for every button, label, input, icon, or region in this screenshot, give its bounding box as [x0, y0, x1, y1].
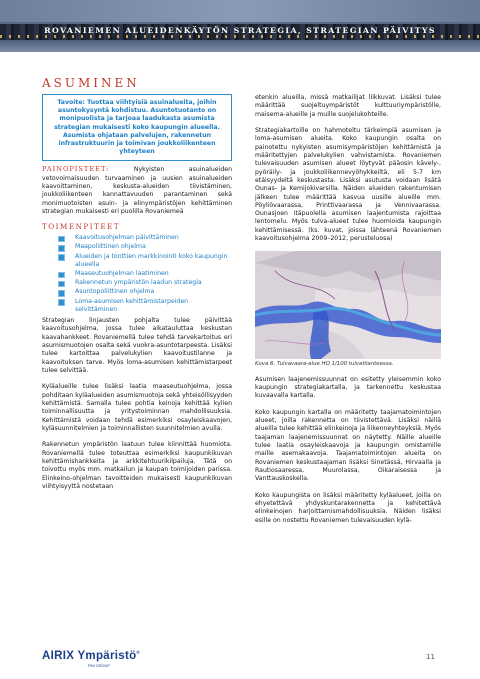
banner-sky	[0, 0, 480, 22]
body-paragraph: Koko kaupungista on lisäksi määritetty kyläalueet, joilla on ehyetettävä yhdyskuntarakennetta ja kehitettävä elinkeinojen harjoittamismahdollisuuksia. Näiden lisäksi esille on nostettu Rovaniemen tulevaisuuden kylä-	[255, 491, 441, 524]
focus-paragraph	[42, 165, 232, 216]
action-item: Maapoliittinen ohjelma	[58, 243, 232, 251]
action-item: Alueiden ja tonttien markkinointi koko kaupungin alueella	[58, 253, 232, 269]
flood-map-image	[255, 251, 441, 359]
right-column	[255, 94, 441, 525]
banner-lights	[0, 35, 480, 38]
company-logo-subtitle: PMI GROUP	[88, 664, 110, 668]
goal-box: Tavoite: Tuottaa viihtyisiä asuinalueita, joihin asuntokysyntä kohdistuu. Asuntotuotanto on monipuolista ja tarjoaa laadukasta asumista strategian mukaisesti koko kaupungin alueella. Asumista ohjataan palvelujen, rakennetun infrastruktuurin ja toimivan joukkoliikenteen yhteyteen	[42, 94, 232, 161]
company-logo: AIRIX Ympäristö®	[42, 650, 141, 662]
square-bullet-icon	[58, 245, 65, 252]
actions-list	[42, 234, 232, 314]
flood-map-graphic	[255, 251, 441, 359]
map-caption: Kuva 6. Tulvavaara-alue HQ 1/100 tulvatilanteessa.	[255, 361, 394, 368]
action-item: Maaseutuohjelman laatiminen	[58, 270, 232, 278]
action-item: Loma-asumisen kehittämistarpeiden selvittäminen	[58, 298, 232, 314]
header-banner	[0, 0, 480, 52]
body-paragraph: Asumisen laajenemissuunnat on esitetty yleisemmin koko kaupungin strategiakartalla, ja tarkennettu keskustaa kuvaavalla kartalla.	[255, 375, 441, 400]
focus-label: PAINOPISTEET:	[42, 165, 110, 174]
square-bullet-icon	[58, 236, 65, 243]
body-paragraph: Strategiakartoille on hahmoteltu tärkeimpiä asumisen ja loma-asumisen alueita. Koko kaupungin osalta on painotettu nykyisten asumisympäristöjen kehittämistä ja määritettyjen palvelukylien vahvistamista. Rovaniemen tulevaisuuden asumisen alueet löytyvät pääosin kävely-, pyöräily- ja joukkoliikennevyöhykkeiltä, eli 5-7 km etäisyydeltä keskustasta. Lisäksi asutusta voidaan lisätä Ounas- ja Kemijokivarsilla. Näiden alueiden rakentumisen jälkeen tulee määrittää kasvua uusille alueille mm. Pöyliövaarassa, Printtivaarassa ja Vennivaarassa. Ounasjoen itäpuolella asumisen laajentumista rajoittaa lentomelu. Myös tulva-alueet tulee huomioida kaupungin kehittämisessä. (ks. kuvat, joissa lähteenä Rovaniemen kaavoitusohjelma 2009–2012, perusteluosa)	[255, 127, 441, 243]
action-item: Asuntopoliittinen ohjelma	[58, 288, 232, 296]
square-bullet-icon	[58, 281, 65, 288]
square-bullet-icon	[58, 254, 65, 261]
action-item: Kaavoitusohjelman päivittäminen	[58, 234, 232, 242]
body-paragraph: etenkin alueilla, missä matkailijat liikkuvat. Lisäksi tulee määrittää suojeltuympäristöt kulttuuriympäristölle, maisema-alueille ja muille suojelukohteille.	[255, 94, 441, 118]
actions-title: TOIMENPITEET	[42, 222, 121, 232]
banner-water	[0, 40, 480, 52]
body-paragraph: Koko kaupungin kartalla on määritetty taajamatoimintojen alueet, joilla rakennetta on tiivistettävä. Lisäksi näillä alueilla tulee kehittää elinkeinoja ja liikenneyhteyksiä. Myös taajaman laajenemissuunnat on näytetty. Näille alueille tulee laatia osayleiskaavoja ja kaupungin omistamille maille asemakaavoja. Taajamatoimintojen alueita on Rovaniemen keskustaajaman lisäksi Sinetässä, Hirvaalla ja Rautiosaaressa, Muurolassa, Oikaraisessa ja Vanttauskoskella.	[255, 408, 441, 483]
square-bullet-icon	[58, 299, 65, 306]
square-bullet-icon	[58, 290, 65, 297]
left-column	[42, 94, 232, 491]
square-bullet-icon	[58, 272, 65, 279]
body-paragraph: Rakennetun ympäristön laatuun tulee kiinnittää huomiota. Rovaniemellä tulee toteuttaa esimerkiksi kaupunkikuvan kehittämishankkeita ja arkkitehtuurikilpailuja. Tätä on toivottu myös mm. matkailun ja kaupan toimijoiden parissa. Elinkeino-ohjelman tavoitteiden mukaisesti kaupunkikuvan viihtyisyyttä nostetaan	[42, 441, 232, 490]
focus-text: Nykyisten asuinalueiden vetovoimaisuuden turvaaminen ja uusien asuinalueiden kaavoittaminen, keskusta-alueiden tiivistäminen, joukkoliikenteen kannattavuuden parantaminen sekä monimuotoisten asuin- ja elinympäristöjen kehittäminen strategian mukaisesti eri puolilla Rovaniemeä	[42, 166, 232, 215]
header-title: ROVANIEMEN ALUEIDENKÄYTÖN STRATEGIA, STRATEGIAN PÄIVITYS	[44, 26, 436, 35]
action-item: Rakennetun ympäristön laadun strategia	[58, 279, 232, 287]
page-number: 11	[426, 653, 435, 661]
body-paragraph: Strategian linjausten pohjalta tulee päivittää kaavoitusohjelma, jossa tulee aikatauluttaa keskustan kaavahankkeet. Rovaniemellä tulee tehdä tarvekartoitus eri asumismuotojen osalta sekä vuokra-asuntotarpeesta. Lisäksi tulee kartoittaa palvelukylien kaavoitustilanne ja kaavoituksen tarve. Myös loma-asumisen kehittämistarpeet tulee selvittää.	[42, 317, 232, 374]
section-title: ASUMINEN	[42, 76, 140, 90]
body-paragraph: Kyläalueille tulee lisäksi laatia maaseutuohjelma, jossa pohditaan kyläalueiden asumismuotoja sekä yhteisöllisyyden kehittämistä. Samalla tulee pohtia keinoja kehittää kylien toiminnallisuutta ja yritystoiminnan mahdollisuuksia. Kehittämistä voidaan tehdä esimerkiksi osayleiskaavojen, kyläsuunnitelmien ja toiminnallisten suunnitelmien avulla.	[42, 383, 232, 432]
